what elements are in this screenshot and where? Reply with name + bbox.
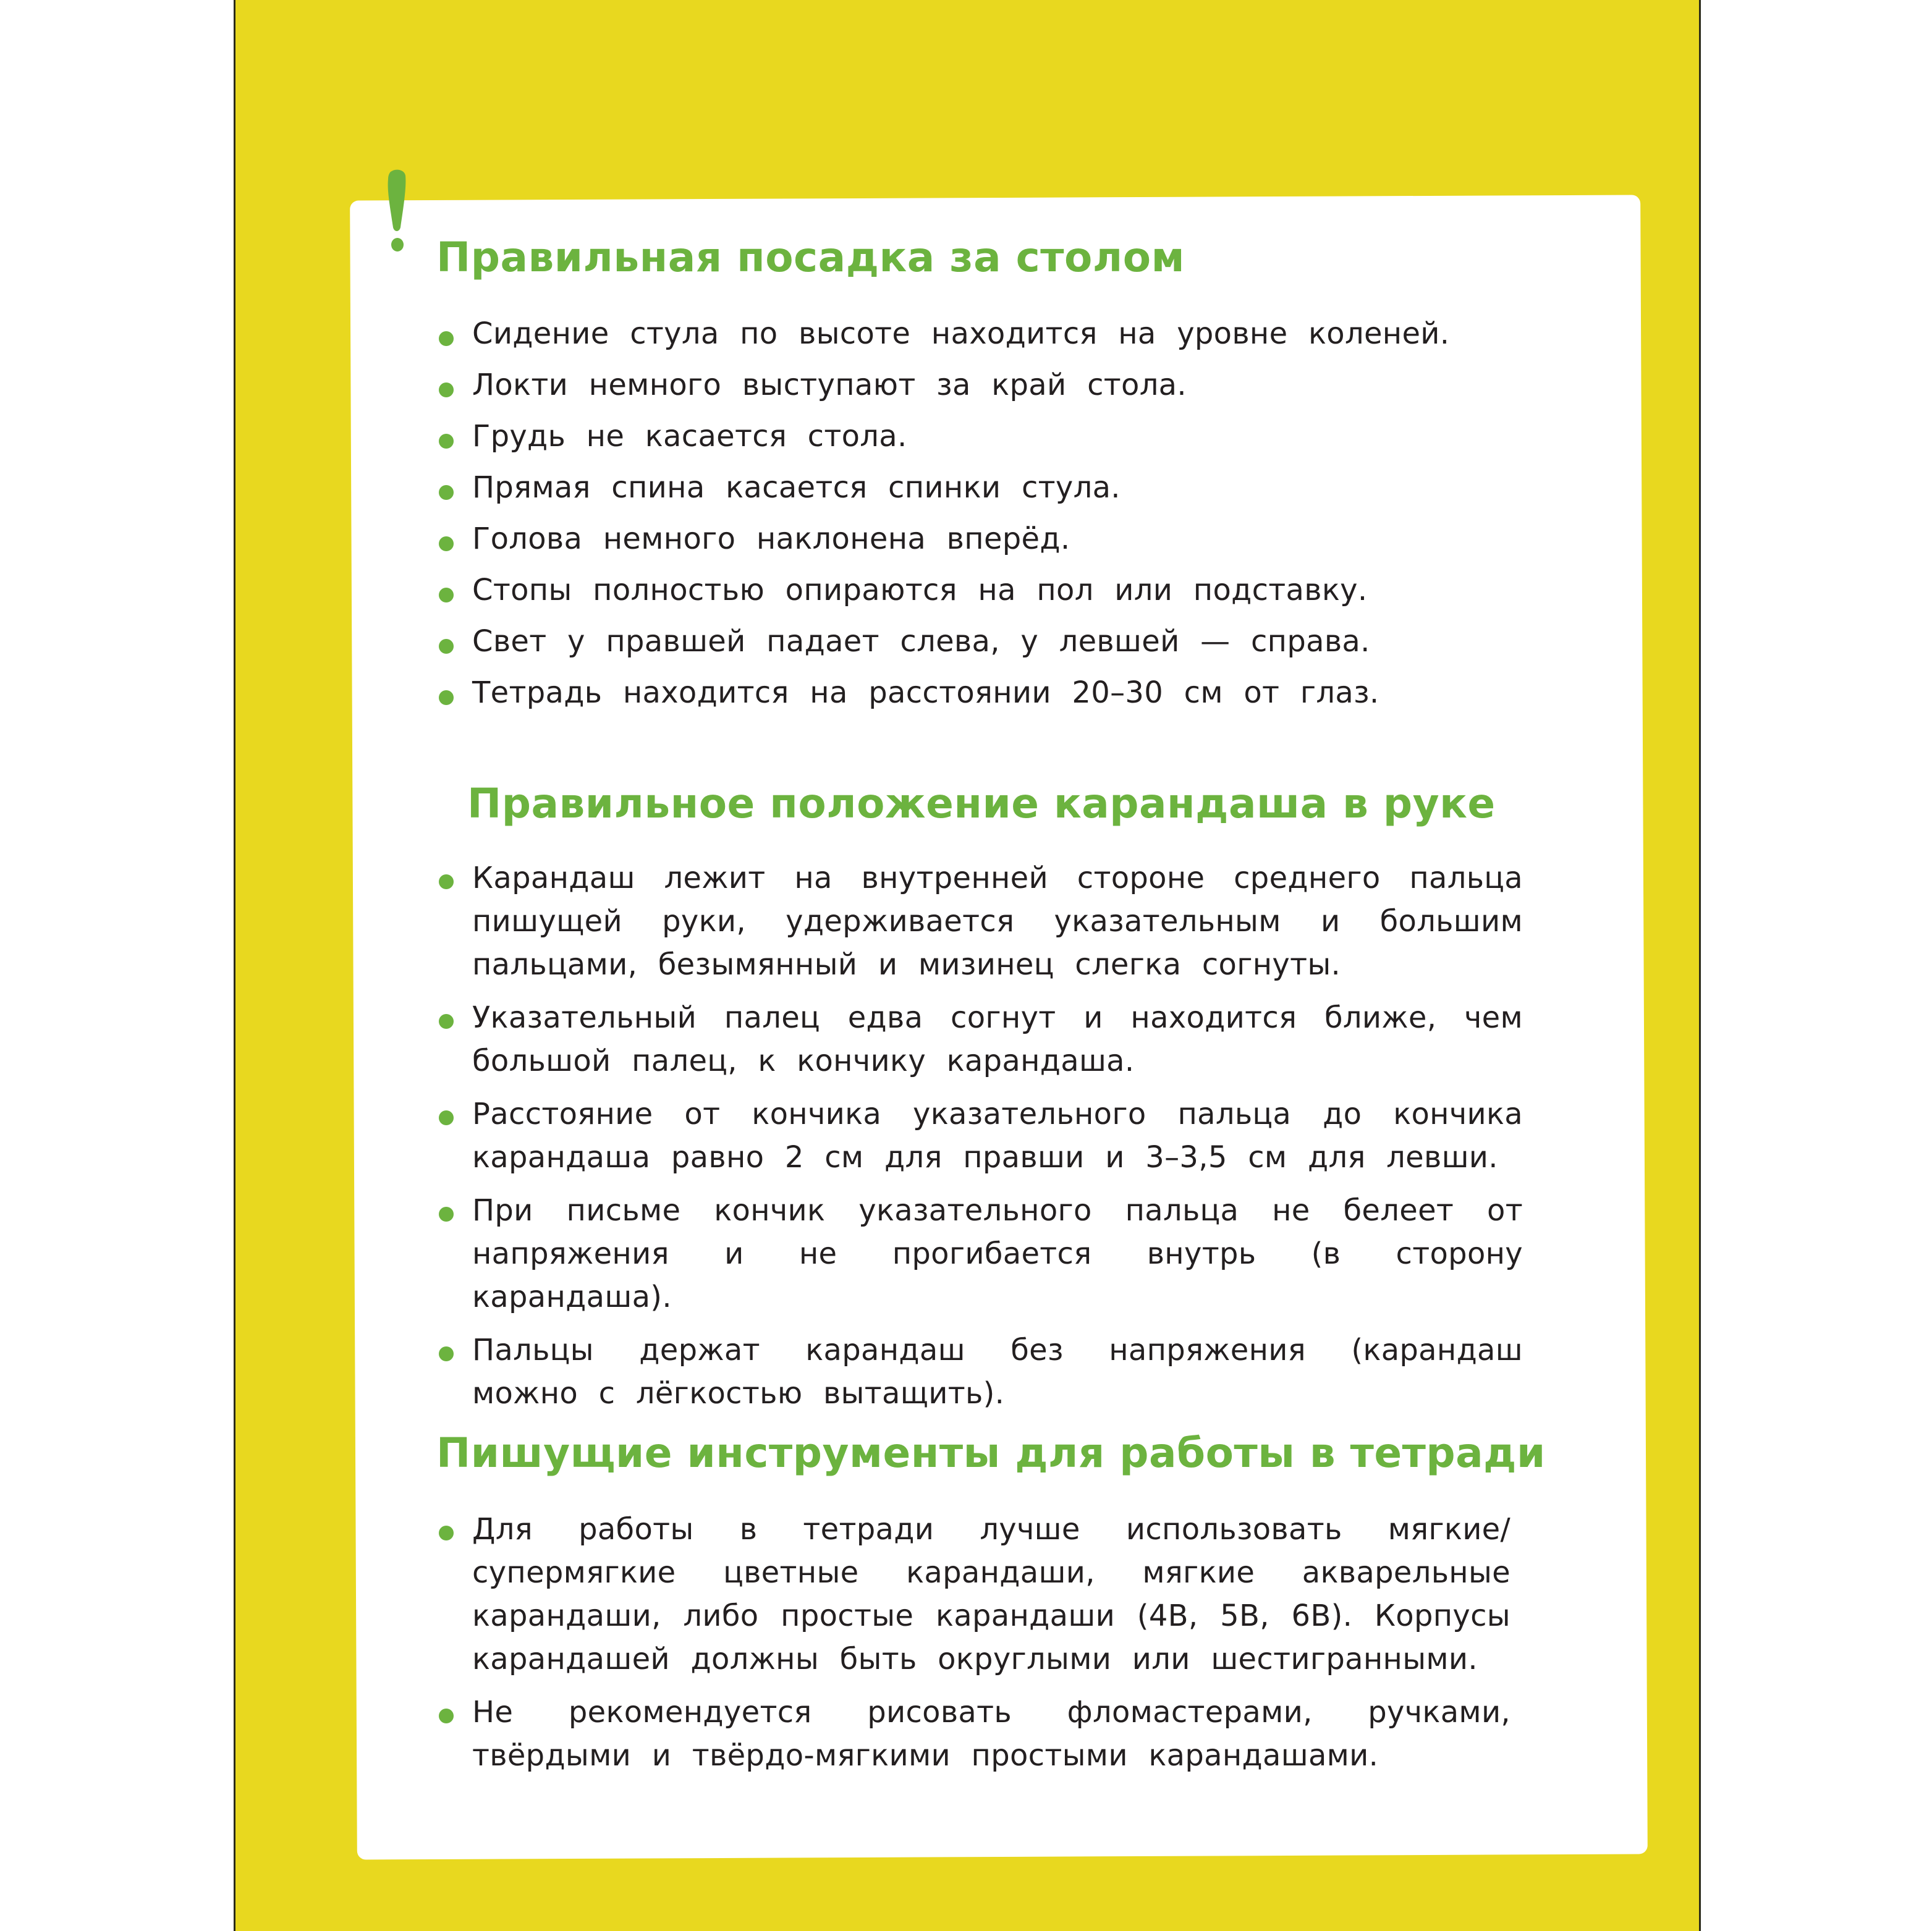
- bullet-icon: [439, 485, 454, 500]
- list-item-text: Прямая спина касается спинки стула.: [472, 470, 1121, 505]
- exclamation-mark-icon: [377, 167, 414, 260]
- pencil-grip-list: [435, 856, 1523, 1425]
- list-item: [435, 1329, 1523, 1415]
- list-item-text: Указательный палец едва согнут и находится ближе, чем большой палец, к кончику карандаша.: [472, 1000, 1523, 1078]
- list-item-text: Грудь не касается стола.: [472, 419, 907, 454]
- list-item: [435, 312, 1486, 363]
- list-item: [435, 1092, 1523, 1179]
- bullet-icon: [439, 434, 454, 449]
- list-item-text: Локти немного выступают за край стола.: [472, 368, 1187, 402]
- bullet-icon: [439, 536, 454, 551]
- bullet-icon: [439, 690, 454, 705]
- list-item: [435, 620, 1486, 671]
- list-item-text: Голова немного наклонена вперёд.: [472, 522, 1070, 556]
- bullet-icon: [439, 331, 454, 346]
- bullet-icon: [439, 588, 454, 602]
- list-item-text: Для работы в тетради лучше использовать мягкие/супермягкие цветные карандаши, мягкие акварельные карандаши, либо простые карандаши (4В, 5В, 6В). Корпусы карандашей должны быть округлыми или шестигранными.: [472, 1512, 1510, 1676]
- list-item: [435, 568, 1486, 620]
- list-item: [435, 466, 1486, 517]
- list-item-text: Не рекомендуется рисовать фломастерами, ручками, твёрдыми и твёрдо-мягкими простыми карандашами.: [472, 1695, 1510, 1773]
- bullet-icon: [439, 1110, 454, 1125]
- bullet-icon: [439, 1346, 454, 1361]
- list-item: [435, 856, 1523, 986]
- bullet-icon: [439, 874, 454, 889]
- bullet-icon: [439, 1207, 454, 1222]
- list-item: [435, 517, 1486, 568]
- list-item-text: Свет у правшей падает слева, у левшей — справа.: [472, 624, 1370, 659]
- list-item-text: Карандаш лежит на внутренней стороне среднего пальца пишущей руки, удерживается указательным и большим пальцами, безымянный и мизинец слегка согнуты.: [472, 861, 1523, 982]
- list-item: [435, 996, 1523, 1083]
- list-item: [435, 1189, 1523, 1319]
- list-item-text: Тетрадь находится на расстоянии 20–30 см от глаз.: [472, 675, 1379, 710]
- posture-list: [435, 312, 1486, 722]
- section-title-writing-tools: Пишущие инструменты для работы в тетради: [436, 1429, 1546, 1477]
- list-item-text: Расстояние от кончика указательного пальца до кончика карандаша равно 2 см для правши и 3–3,5 см для левши.: [472, 1097, 1523, 1175]
- bullet-icon: [439, 1014, 454, 1029]
- list-item: [435, 1508, 1510, 1681]
- bullet-icon: [439, 382, 454, 397]
- list-item: [435, 363, 1486, 415]
- bullet-icon: [439, 639, 454, 654]
- list-item-text: Сидение стула по высоте находится на уровне коленей.: [472, 316, 1450, 351]
- section-title-posture: Правильная посадка за столом: [436, 234, 1185, 281]
- list-item-text: Пальцы держат карандаш без напряжения (карандаш можно с лёгкостью вытащить).: [472, 1333, 1523, 1411]
- section-title-pencil-grip: Правильное положение карандаша в руке: [467, 780, 1496, 827]
- list-item-text: При письме кончик указательного пальца не белеет от напряжения и не прогибается внутрь (в сторону карандаша).: [472, 1193, 1523, 1314]
- list-item: [435, 671, 1486, 722]
- bullet-icon: [439, 1526, 454, 1540]
- bullet-icon: [439, 1709, 454, 1723]
- list-item-text: Стопы полностью опираются на пол или подставку.: [472, 573, 1368, 607]
- list-item: [435, 1691, 1510, 1777]
- writing-tools-list: [435, 1508, 1510, 1787]
- list-item: [435, 415, 1486, 466]
